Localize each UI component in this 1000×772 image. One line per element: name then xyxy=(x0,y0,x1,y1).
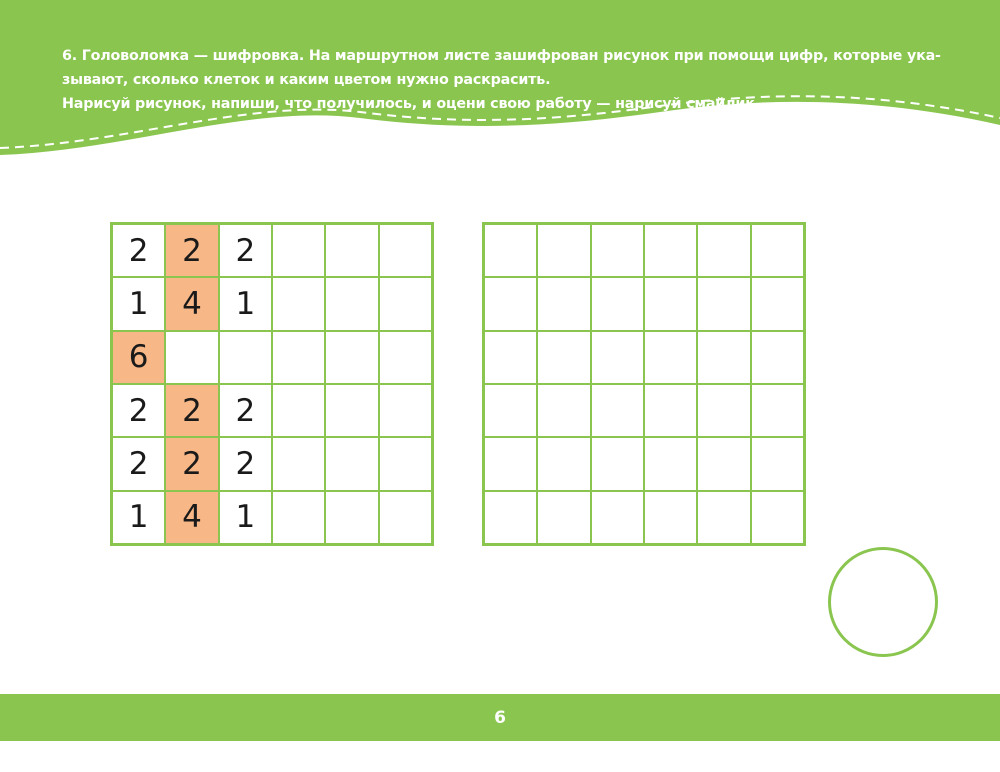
code-grid-cell xyxy=(272,224,325,277)
code-grid-cell xyxy=(272,331,325,384)
drawing-grid-cell[interactable] xyxy=(644,331,697,384)
drawing-grid-cell[interactable] xyxy=(697,437,750,490)
code-grid-cell: 2 xyxy=(219,224,272,277)
drawing-grid-cell[interactable] xyxy=(697,491,750,544)
drawing-grid-cell[interactable] xyxy=(484,277,537,330)
code-grid-cell xyxy=(325,224,378,277)
footer-bar xyxy=(0,694,1000,741)
code-grid-cell: 2 xyxy=(165,224,218,277)
code-grid-cell: 4 xyxy=(165,491,218,544)
code-grid-cell xyxy=(272,491,325,544)
code-grid-cell xyxy=(165,331,218,384)
drawing-grid-cell[interactable] xyxy=(484,224,537,277)
drawing-grid-cell[interactable] xyxy=(697,277,750,330)
code-grid-cell xyxy=(379,224,432,277)
drawing-grid-cell[interactable] xyxy=(644,437,697,490)
drawing-grid-cell[interactable] xyxy=(751,224,804,277)
code-grid-cell: 1 xyxy=(219,491,272,544)
drawing-grid-cell[interactable] xyxy=(591,384,644,437)
code-grid-cell: 2 xyxy=(219,437,272,490)
task-line-3: Нарисуй рисунок, напиши, что получилось, и оцени свою работу — нарисуй смайлик. xyxy=(62,96,760,112)
drawing-grid-cell[interactable] xyxy=(484,331,537,384)
code-grid-cell: 2 xyxy=(112,437,165,490)
code-grid-cell: 2 xyxy=(112,384,165,437)
code-grid-cell: 1 xyxy=(112,491,165,544)
page-number: 6 xyxy=(494,707,506,728)
code-grid-cell xyxy=(272,437,325,490)
code-grid xyxy=(110,222,434,546)
drawing-grid-cell[interactable] xyxy=(644,277,697,330)
drawing-grid-cell[interactable] xyxy=(537,277,590,330)
drawing-grid-cell[interactable] xyxy=(751,437,804,490)
drawing-grid-cell[interactable] xyxy=(751,384,804,437)
code-grid-cell: 4 xyxy=(165,277,218,330)
drawing-grid-cell[interactable] xyxy=(484,384,537,437)
task-line-2: зывают, сколько клеток и каким цветом нужно раскрасить. xyxy=(62,72,551,88)
task-line-1: 6. Головоломка — шифровка. На маршрутном листе зашифрован рисунок при помощи цифр, которые ука- xyxy=(62,48,941,64)
code-grid-cell: 2 xyxy=(112,224,165,277)
code-grid-cell xyxy=(219,331,272,384)
drawing-grid-cell[interactable] xyxy=(537,331,590,384)
drawing-grid-cell[interactable] xyxy=(751,331,804,384)
code-grid-cell: 1 xyxy=(112,277,165,330)
drawing-grid-cell[interactable] xyxy=(591,331,644,384)
code-grid-cell xyxy=(325,277,378,330)
code-grid-cell xyxy=(379,491,432,544)
code-grid-cell: 2 xyxy=(165,437,218,490)
drawing-grid-cell[interactable] xyxy=(697,331,750,384)
drawing-grid-cell[interactable] xyxy=(537,384,590,437)
code-grid-cell xyxy=(379,437,432,490)
drawing-grid-cell[interactable] xyxy=(537,437,590,490)
drawing-grid-cell[interactable] xyxy=(591,491,644,544)
drawing-grid-cell[interactable] xyxy=(751,491,804,544)
code-grid-cell: 1 xyxy=(219,277,272,330)
drawing-grid-cell[interactable] xyxy=(644,491,697,544)
drawing-grid-cell[interactable] xyxy=(591,437,644,490)
drawing-grid-cell[interactable] xyxy=(537,491,590,544)
code-grid-cell xyxy=(272,384,325,437)
code-grid-cell xyxy=(379,384,432,437)
drawing-grid-cell[interactable] xyxy=(484,491,537,544)
code-grid-cell: 2 xyxy=(219,384,272,437)
code-grid-cell xyxy=(325,491,378,544)
drawing-grid-cell[interactable] xyxy=(591,277,644,330)
code-grid-cell xyxy=(379,331,432,384)
drawing-grid-cell[interactable] xyxy=(644,224,697,277)
code-grid-cell xyxy=(325,384,378,437)
drawing-grid-cell[interactable] xyxy=(537,224,590,277)
drawing-grid-cell[interactable] xyxy=(697,224,750,277)
code-grid-cell xyxy=(379,277,432,330)
drawing-grid xyxy=(482,222,806,546)
drawing-grid-cell[interactable] xyxy=(591,224,644,277)
drawing-grid-cell[interactable] xyxy=(697,384,750,437)
code-grid-cell: 6 xyxy=(112,331,165,384)
task-instructions xyxy=(62,44,962,116)
drawing-grid-cell[interactable] xyxy=(484,437,537,490)
drawing-grid-cell[interactable] xyxy=(644,384,697,437)
smiley-circle[interactable] xyxy=(828,547,938,657)
code-grid-cell xyxy=(325,331,378,384)
code-grid-cell xyxy=(272,277,325,330)
drawing-grid-cell[interactable] xyxy=(751,277,804,330)
code-grid-cell xyxy=(325,437,378,490)
code-grid-cell: 2 xyxy=(165,384,218,437)
